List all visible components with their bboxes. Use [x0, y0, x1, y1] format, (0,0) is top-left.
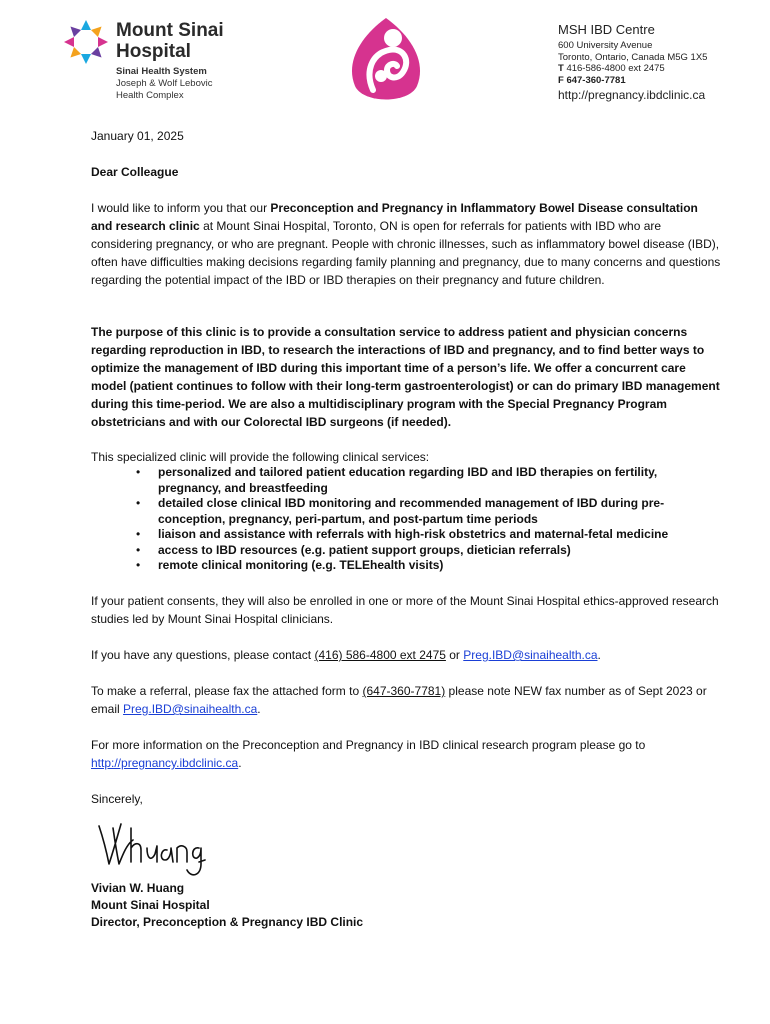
org-complex-line2: Health Complex	[116, 90, 184, 101]
phone-line	[558, 63, 707, 75]
referral-email-link[interactable]: Preg.IBD@sinaihealth.ca	[123, 702, 258, 716]
list-item	[132, 465, 702, 496]
bullet: •	[136, 558, 141, 572]
bullet: •	[136, 496, 141, 510]
list-item	[132, 543, 702, 559]
centre-name: MSH IBD Centre	[558, 22, 655, 37]
address-line2: Toronto, Ontario, Canada M5G 1X5	[558, 51, 708, 63]
purpose-paragraph: The purpose of this clinic is to provide a consultation service to address patient and physician concerns regarding reproduction in IBD, to research the interactions of IBD and pregnancy, and to find better ways to optimize the management of IBD during this important time of a person’s life. We offer a concurrent care model (patient continues to follow with their long-term gastroenterologist) or can do primary IBD management during this time-period. We are also a multidisciplinary program with the Special Pregnancy Program obstetricians and with our Colorectal IBD surgeons (if needed).	[91, 325, 720, 429]
referral-end: .	[257, 702, 261, 716]
bullet: •	[136, 465, 141, 479]
referral-text-a: To make a referral, please fax the attached form to	[91, 684, 363, 698]
handwritten-signature	[95, 818, 207, 880]
service-text: access to IBD resources (e.g. patient support groups, dietician referrals)	[158, 542, 571, 557]
signer-name: Vivian W. Huang	[91, 881, 185, 895]
referral-text-b: please note NEW fax number as of Sept 2023 or email	[91, 684, 707, 716]
mount-sinai-star-logo-icon	[62, 18, 110, 66]
services-list	[132, 465, 702, 574]
list-item	[132, 558, 702, 574]
org-subtitle	[116, 66, 212, 102]
info-url-link[interactable]: http://pregnancy.ibdclinic.ca	[91, 756, 239, 770]
org-name: Mount Sinai Hospital	[116, 20, 224, 62]
intro-text-b: at Mount Sinai Hospital, Toronto, ON is open for referrals for patients with IBD who are considering pregnancy, or who are pregnant. People with chronic illnesses, such as inflammatory bowel disease (IBD), often have difficulties making decisions regarding family planning and pregnancy, due to many concerns and questions regarding the potential impact of the IBD or IBD therapies on their pregnancy and future children.	[91, 219, 721, 287]
contact-phone-link[interactable]: (416) 586-4800 ext 2475	[314, 648, 446, 662]
salutation: Dear Colleague	[91, 165, 179, 179]
service-text: detailed close clinical IBD monitoring and recommended management of IBD during pre-conception, pregnancy, peri-partum, and post-partum time periods	[158, 496, 665, 526]
list-item	[132, 496, 702, 527]
phone-prefix: T	[558, 63, 564, 74]
signer-title: Director, Preconception & Pregnancy IBD Clinic	[91, 915, 364, 929]
info-text: For more information on the Preconception and Pregnancy in IBD clinical research program please go to	[91, 738, 646, 752]
service-text: remote clinical monitoring (e.g. TELEhealth visits)	[158, 558, 444, 572]
website-link[interactable]: http://pregnancy.ibdclinic.ca	[558, 88, 706, 102]
service-text: personalized and tailored patient education regarding IBD and IBD therapies on fertility, pregnancy, and breastfeeding	[158, 465, 658, 495]
contact-paragraph	[91, 646, 721, 664]
pregnancy-clinic-logo-icon	[343, 16, 429, 106]
signer-org: Mount Sinai Hospital	[91, 898, 210, 912]
services-intro: This specialized clinic will provide the following clinical services:	[91, 450, 430, 464]
closing: Sincerely,	[91, 792, 143, 806]
intro-text-a: I would like to inform you that our	[91, 201, 271, 215]
fax-line: F 647-360-7781	[558, 74, 626, 86]
org-system: Sinai Health System	[116, 66, 207, 77]
contact-or: or	[445, 648, 464, 662]
org-complex-line1: Joseph & Wolf Lebovic	[116, 78, 213, 89]
intro-paragraph	[91, 199, 721, 289]
contact-text: If you have any questions, please contact	[91, 648, 315, 662]
bullet: •	[136, 527, 141, 541]
referral-paragraph	[91, 682, 721, 718]
list-item	[132, 527, 702, 543]
referral-fax-link[interactable]: (647-360-7781)	[362, 684, 446, 698]
clinic-name: Preconception and Pregnancy in Inflammatory Bowel Disease consultation and research clinic	[91, 201, 698, 233]
phone-number: 416-586-4800 ext 2475	[566, 63, 665, 74]
bullet: •	[136, 542, 141, 557]
contact-end: .	[597, 648, 601, 662]
service-text: liaison and assistance with referrals with high-risk obstetrics and maternal-fetal medicine	[158, 527, 669, 541]
centre-address	[558, 40, 707, 86]
letter-date: January 01, 2025	[91, 129, 184, 143]
address-line1: 600 University Avenue	[558, 40, 653, 51]
contact-email-link[interactable]: Preg.IBD@sinaihealth.ca	[463, 648, 598, 662]
info-paragraph	[91, 736, 721, 772]
signature-block	[91, 880, 721, 931]
info-end: .	[238, 756, 242, 770]
consent-paragraph: If your patient consents, they will also be enrolled in one or more of the Mount Sinai Hospital ethics-approved research studies led by Mount Sinai Hospital clinicians.	[91, 594, 719, 626]
